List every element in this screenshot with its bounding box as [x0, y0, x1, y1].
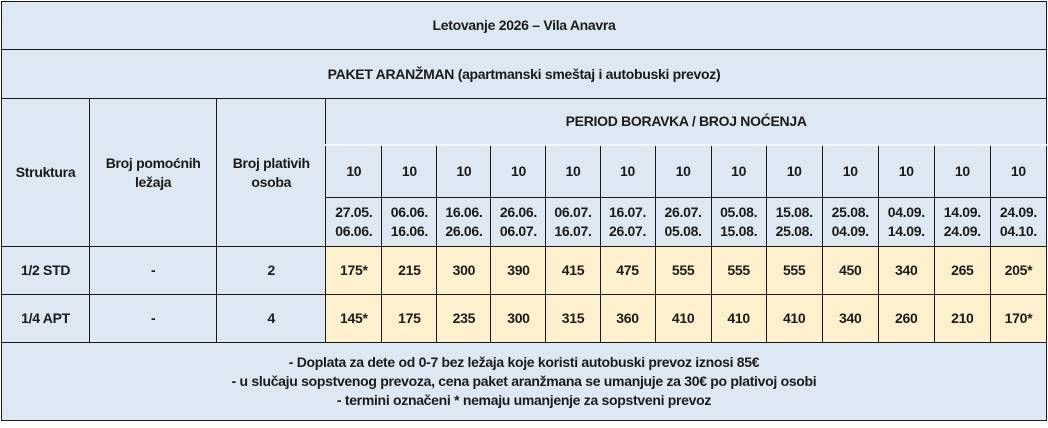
date-to: 26.06. — [445, 223, 483, 239]
price-cell: 170* — [990, 295, 1046, 343]
table-title: Letovanje 2026 – Vila Anavra — [2, 2, 1047, 50]
date-from: 16.06. — [445, 204, 483, 221]
nights-cell: 10 — [382, 145, 437, 198]
price-cell: 555 — [711, 247, 766, 295]
header-pomocni-lezaji — [90, 99, 217, 247]
nights-cell: 10 — [711, 145, 766, 198]
nights-cell: 10 — [600, 145, 655, 198]
date-range-cell — [990, 198, 1046, 247]
table-subtitle: PAKET ARANŽMAN (apartmanski smeštaj i autobuski prevoz) — [2, 50, 1047, 99]
header-pomocni-label: Broj pomoćnih ležaja — [105, 154, 201, 190]
nights-cell: 10 — [491, 145, 546, 198]
note-line: - u slučaju sopstvenog prevoza, cena paket aranžmana se umanjuje za 30€ po plativoj osobi — [231, 373, 817, 390]
date-to: 04.10. — [999, 223, 1037, 239]
row-struktura: 1/4 APT — [2, 295, 90, 343]
price-table — [1, 1, 1047, 421]
date-from: 05.08. — [720, 204, 758, 221]
date-from: 06.07. — [554, 204, 592, 221]
price-cell: 410 — [655, 295, 711, 343]
price-cell: 555 — [655, 247, 711, 295]
date-from: 15.08. — [775, 204, 813, 221]
date-to: 04.09. — [831, 223, 869, 239]
notes-cell — [2, 343, 1047, 421]
note-line: - termini označeni * nemaju umanjenje za sopstveni prevoz — [336, 391, 712, 408]
price-cell: 360 — [600, 295, 655, 343]
date-to: 24.09. — [943, 223, 981, 239]
nights-cell: 10 — [990, 145, 1046, 198]
date-to: 14.09. — [887, 223, 925, 239]
date-from: 14.09. — [943, 204, 981, 221]
header-period: PERIOD BORAVKA / BROJ NOĆENJA — [326, 99, 1047, 146]
nights-cell: 10 — [878, 145, 934, 198]
date-to: 15.08. — [720, 223, 758, 239]
date-from: 06.06. — [390, 204, 428, 221]
price-cell: 390 — [491, 247, 546, 295]
price-cell: 410 — [766, 295, 822, 343]
nights-cell: 10 — [766, 145, 822, 198]
date-range-cell — [600, 198, 655, 247]
date-from: 16.07. — [608, 204, 647, 221]
date-to: 06.07. — [499, 223, 537, 239]
date-from: 24.09. — [999, 204, 1037, 221]
nights-cell: 10 — [822, 145, 878, 198]
table-row — [2, 247, 1047, 295]
date-to: 25.08. — [775, 223, 813, 239]
nights-cell: 10 — [437, 145, 491, 198]
date-to: 16.07. — [554, 223, 592, 239]
date-from: 25.08. — [831, 204, 869, 221]
price-cell: 215 — [382, 247, 437, 295]
date-range-cell — [437, 198, 491, 247]
price-cell: 145* — [326, 295, 382, 343]
price-cell: 260 — [878, 295, 934, 343]
date-range-cell — [878, 198, 934, 247]
price-cell: 205* — [990, 247, 1046, 295]
price-cell: 475 — [600, 247, 655, 295]
date-range-cell — [766, 198, 822, 247]
nights-cell: 10 — [655, 145, 711, 198]
header-plativ-label: Broj plativih osoba — [232, 154, 310, 190]
date-from: 27.05. — [335, 204, 373, 221]
date-from: 26.06. — [499, 204, 537, 221]
date-range-cell — [546, 198, 600, 247]
price-cell: 315 — [546, 295, 600, 343]
price-cell: 555 — [766, 247, 822, 295]
price-cell: 210 — [934, 295, 990, 343]
row-pomocni: - — [90, 295, 217, 343]
date-from: 04.09. — [887, 204, 925, 221]
date-to: 05.08. — [664, 223, 702, 239]
price-cell: 340 — [822, 295, 878, 343]
date-range-cell — [326, 198, 382, 247]
date-range-cell — [655, 198, 711, 247]
price-cell: 415 — [546, 247, 600, 295]
row-plativ: 2 — [217, 247, 326, 295]
date-range-cell — [491, 198, 546, 247]
price-cell: 450 — [822, 247, 878, 295]
date-range-cell — [382, 198, 437, 247]
price-cell: 410 — [711, 295, 766, 343]
price-cell: 175* — [326, 247, 382, 295]
price-cell: 265 — [934, 247, 990, 295]
date-to: 06.06. — [335, 223, 373, 239]
date-to: 26.07. — [608, 223, 647, 239]
row-pomocni: - — [90, 247, 217, 295]
date-from: 26.07. — [664, 204, 702, 221]
note-line: - Doplata za dete od 0-7 bez ležaja koje koristi autobuski prevoz iznosi 85€ — [288, 354, 760, 371]
price-cell: 340 — [878, 247, 934, 295]
header-plative-osobe — [217, 99, 326, 247]
nights-cell: 10 — [326, 145, 382, 198]
nights-cell: 10 — [934, 145, 990, 198]
date-range-cell — [711, 198, 766, 247]
header-struktura: Struktura — [2, 99, 90, 247]
price-cell: 235 — [437, 295, 491, 343]
row-struktura: 1/2 STD — [2, 247, 90, 295]
table-row — [2, 295, 1047, 343]
date-range-cell — [934, 198, 990, 247]
nights-cell: 10 — [546, 145, 600, 198]
price-cell: 175 — [382, 295, 437, 343]
row-plativ: 4 — [217, 295, 326, 343]
date-to: 16.06. — [390, 223, 428, 239]
date-range-cell — [822, 198, 878, 247]
price-cell: 300 — [437, 247, 491, 295]
price-cell: 300 — [491, 295, 546, 343]
